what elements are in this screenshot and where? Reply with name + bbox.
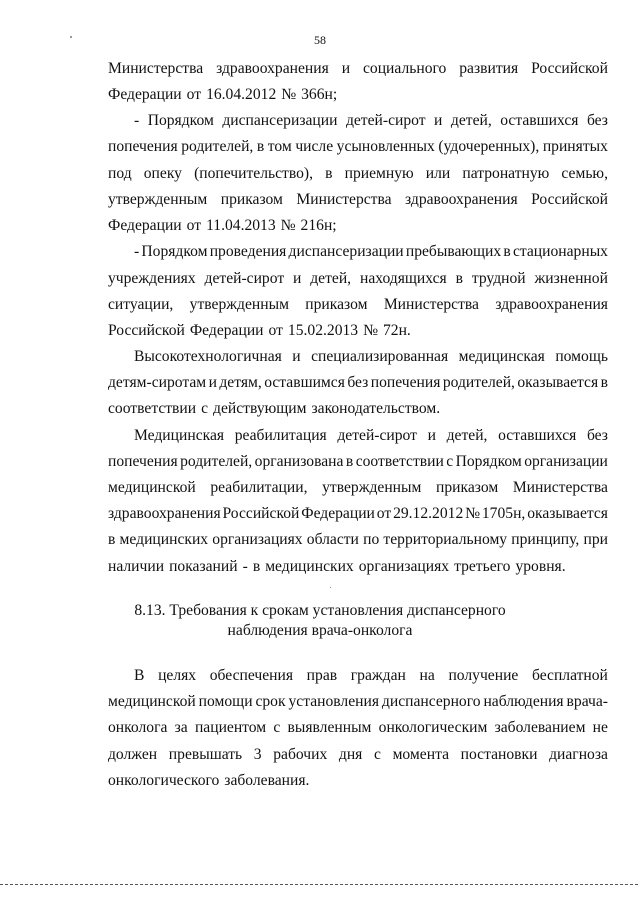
word: медицинская — [458, 348, 545, 365]
scan-speck — [70, 36, 72, 38]
word: с — [201, 400, 209, 417]
word: Российской — [108, 322, 185, 339]
word: детей-сирот — [204, 270, 285, 287]
word: жизненной — [534, 270, 608, 287]
word: утвержденным — [189, 296, 289, 313]
word: оказывается — [527, 505, 608, 522]
text-line — [108, 163, 608, 185]
word: онколога — [108, 719, 168, 736]
word: Российской — [531, 60, 608, 77]
word: в — [503, 243, 511, 260]
word: принципу, — [511, 531, 580, 548]
word: семью, — [561, 165, 608, 182]
word: родителей, — [181, 138, 254, 155]
word: приемную — [344, 165, 414, 182]
word: территориальному — [383, 531, 508, 548]
text-line — [108, 691, 608, 713]
word: в — [108, 531, 116, 548]
word: В — [134, 667, 145, 684]
word: постановки — [460, 746, 538, 763]
text-line — [108, 717, 608, 739]
text-line — [108, 372, 608, 394]
word: Федерации — [108, 86, 182, 103]
word: от — [268, 322, 283, 339]
word: (попечительство), — [194, 165, 313, 182]
word: организована — [254, 453, 344, 470]
word: диагноза — [549, 746, 608, 763]
word: Федерации — [189, 322, 264, 339]
word: детей-сирот — [337, 427, 417, 444]
text-line — [108, 556, 608, 578]
word: заболевания. — [224, 772, 310, 789]
word: детей, — [450, 112, 492, 129]
word: трудной — [471, 270, 526, 287]
word: реабилитация — [234, 427, 327, 444]
word: медицинских — [119, 531, 209, 548]
word: числе — [295, 138, 334, 155]
word: помощь — [555, 348, 608, 365]
text-line — [134, 110, 608, 132]
word: прав — [306, 667, 338, 684]
word: и — [434, 112, 443, 129]
word: в — [600, 374, 608, 391]
word: медицинских — [265, 558, 354, 575]
text-line — [134, 425, 608, 447]
word: обеспечения — [209, 667, 294, 684]
word: - — [242, 558, 248, 575]
word: попечения — [370, 374, 441, 391]
word: граждан — [350, 667, 406, 684]
word: Федерации — [108, 217, 182, 234]
word: и — [341, 60, 351, 77]
word: пациентом — [194, 719, 267, 736]
text-line — [108, 58, 608, 80]
word: детей-сирот — [345, 112, 426, 129]
word: в — [455, 270, 463, 287]
scan-speck — [330, 587, 331, 588]
word: пребывающих — [405, 243, 502, 260]
word: патронатную — [462, 165, 550, 182]
word: 29.12.2012 — [393, 505, 464, 522]
word: усыновленных — [336, 138, 435, 155]
word: установления — [288, 693, 379, 710]
word: выявленным — [287, 719, 372, 736]
word: Порядком — [455, 453, 522, 470]
word: диспансеризации — [288, 243, 404, 260]
word: № — [465, 505, 480, 522]
word: бесплатной — [532, 667, 608, 684]
word: Российской — [531, 191, 608, 208]
word: оказывается — [517, 374, 599, 391]
word: онкологическим — [378, 719, 488, 736]
word: детям, — [219, 374, 262, 391]
text-line — [108, 268, 608, 290]
word: помощи — [198, 693, 253, 710]
word: родителей, — [442, 374, 515, 391]
word: социального — [362, 60, 447, 77]
word: 16.04.2012 — [206, 86, 277, 103]
word: здравоохранения — [216, 60, 329, 77]
word: утвержденным — [322, 479, 422, 496]
word: детей, — [446, 427, 488, 444]
word: Министерства — [296, 191, 392, 208]
word: Порядком — [141, 243, 208, 260]
word: области — [306, 531, 359, 548]
text-line — [108, 770, 608, 792]
text-line — [108, 294, 608, 316]
word: и — [208, 374, 217, 391]
scan-edge-line — [0, 884, 640, 885]
word: Высокотехнологичная — [134, 348, 282, 365]
word: и — [292, 348, 301, 365]
word: в — [345, 453, 354, 470]
word: уровня. — [515, 558, 566, 575]
word: должен — [108, 746, 158, 763]
word: здравоохранения — [495, 296, 608, 313]
word: развития — [459, 60, 519, 77]
word: с — [374, 746, 381, 763]
word: рабочих — [273, 746, 328, 763]
word: попечения — [108, 138, 178, 155]
word: под — [108, 165, 132, 182]
text-line — [108, 477, 608, 499]
text-line — [108, 398, 608, 420]
text-line — [108, 503, 608, 525]
word: и — [427, 427, 436, 444]
text-line — [108, 451, 608, 473]
word: целях — [158, 667, 197, 684]
word: от — [186, 86, 202, 103]
word: третьего — [454, 558, 511, 575]
word: врача- — [566, 693, 608, 710]
word: стационарных — [512, 243, 608, 260]
word: 1705н, — [481, 505, 526, 522]
word: Медицинская — [134, 427, 225, 444]
text-line — [108, 136, 608, 158]
text-line — [108, 84, 608, 106]
word: срок — [255, 693, 286, 710]
word: детям-сиротам — [108, 374, 207, 391]
word: Порядком — [147, 112, 214, 129]
word: дня — [338, 746, 363, 763]
word: соответствии — [355, 453, 444, 470]
word: диспансеризации — [222, 112, 338, 129]
word: родителей, — [180, 453, 253, 470]
word: проведения — [209, 243, 287, 260]
word: принятых — [542, 138, 608, 155]
word: ситуации, — [108, 296, 174, 313]
word: опеку — [143, 165, 182, 182]
text-line — [108, 215, 608, 237]
text-line — [108, 529, 608, 551]
word: Министерства — [512, 479, 608, 496]
word: по — [363, 531, 380, 548]
word: оставшимся — [264, 374, 345, 391]
word: 15.02.2013 — [287, 322, 359, 339]
word: с — [273, 719, 281, 736]
word: за — [174, 719, 188, 736]
word: организациях — [358, 558, 450, 575]
word: от — [376, 505, 392, 522]
word: детей, — [310, 270, 352, 287]
word: том — [267, 138, 292, 155]
word: 366н; — [301, 86, 338, 103]
section-heading-line-2: наблюдения врача-онколога — [227, 622, 413, 639]
word: показаний — [169, 558, 238, 575]
word: без — [586, 427, 608, 444]
word: медицинской — [108, 693, 196, 710]
word: 3 — [253, 746, 262, 763]
word: организациях — [212, 531, 303, 548]
word: 72н. — [382, 322, 411, 339]
word: 216н; — [300, 217, 337, 234]
text-line — [134, 241, 608, 263]
section-heading-line-1: 8.13. Требования к срокам установления диспансерного — [134, 602, 506, 619]
word: законодательством. — [311, 400, 441, 417]
word: с — [446, 453, 454, 470]
word: приказом — [305, 296, 368, 313]
word: реабилитации, — [210, 479, 308, 496]
word: Министерства — [108, 60, 204, 77]
word: при — [583, 531, 608, 548]
word: приказом — [436, 479, 499, 496]
word: № — [281, 86, 297, 103]
word: утвержденным — [108, 191, 208, 208]
word: заболеванием — [494, 719, 586, 736]
word: не — [592, 719, 608, 736]
word: без — [586, 112, 608, 129]
word: (удочеренных), — [438, 138, 540, 155]
word: специализированная — [311, 348, 449, 365]
word: на — [419, 667, 435, 684]
word: оставшихся — [500, 112, 579, 129]
word: и — [293, 270, 302, 287]
word: от — [186, 217, 202, 234]
word: наличии — [108, 558, 165, 575]
word: медицинской — [108, 479, 196, 496]
word: здравоохранения — [405, 191, 518, 208]
word: Федерации — [301, 505, 375, 522]
word: наблюдения — [483, 693, 564, 710]
page-number: 58 — [314, 33, 326, 47]
word: - — [134, 112, 140, 129]
text-line — [134, 346, 608, 368]
word: в — [252, 558, 261, 575]
text-line — [134, 665, 608, 687]
word: № — [280, 217, 296, 234]
text-line — [108, 320, 608, 342]
word: 11.04.2013 — [206, 217, 276, 234]
word: получение — [448, 667, 519, 684]
text-line — [108, 189, 608, 211]
text-line — [108, 744, 608, 766]
word: учреждениях — [108, 270, 196, 287]
word: или — [425, 165, 451, 182]
word: Российской — [222, 505, 300, 522]
word: онкологического — [108, 772, 220, 789]
word: в — [325, 165, 333, 182]
word: превышать — [168, 746, 243, 763]
word: - — [134, 243, 140, 260]
word: без — [347, 374, 369, 391]
word: диспансерного — [381, 693, 481, 710]
word: приказом — [220, 191, 283, 208]
word: в — [256, 138, 265, 155]
word: организации — [524, 453, 608, 470]
word: здравоохранения — [108, 505, 221, 522]
word: попечения — [108, 453, 178, 470]
word: действующим — [213, 400, 307, 417]
word: № — [363, 322, 378, 339]
word: момента — [392, 746, 449, 763]
word: Министерства — [383, 296, 479, 313]
word: соответствии — [108, 400, 197, 417]
word: находящихся — [359, 270, 447, 287]
word: оставшихся — [498, 427, 577, 444]
